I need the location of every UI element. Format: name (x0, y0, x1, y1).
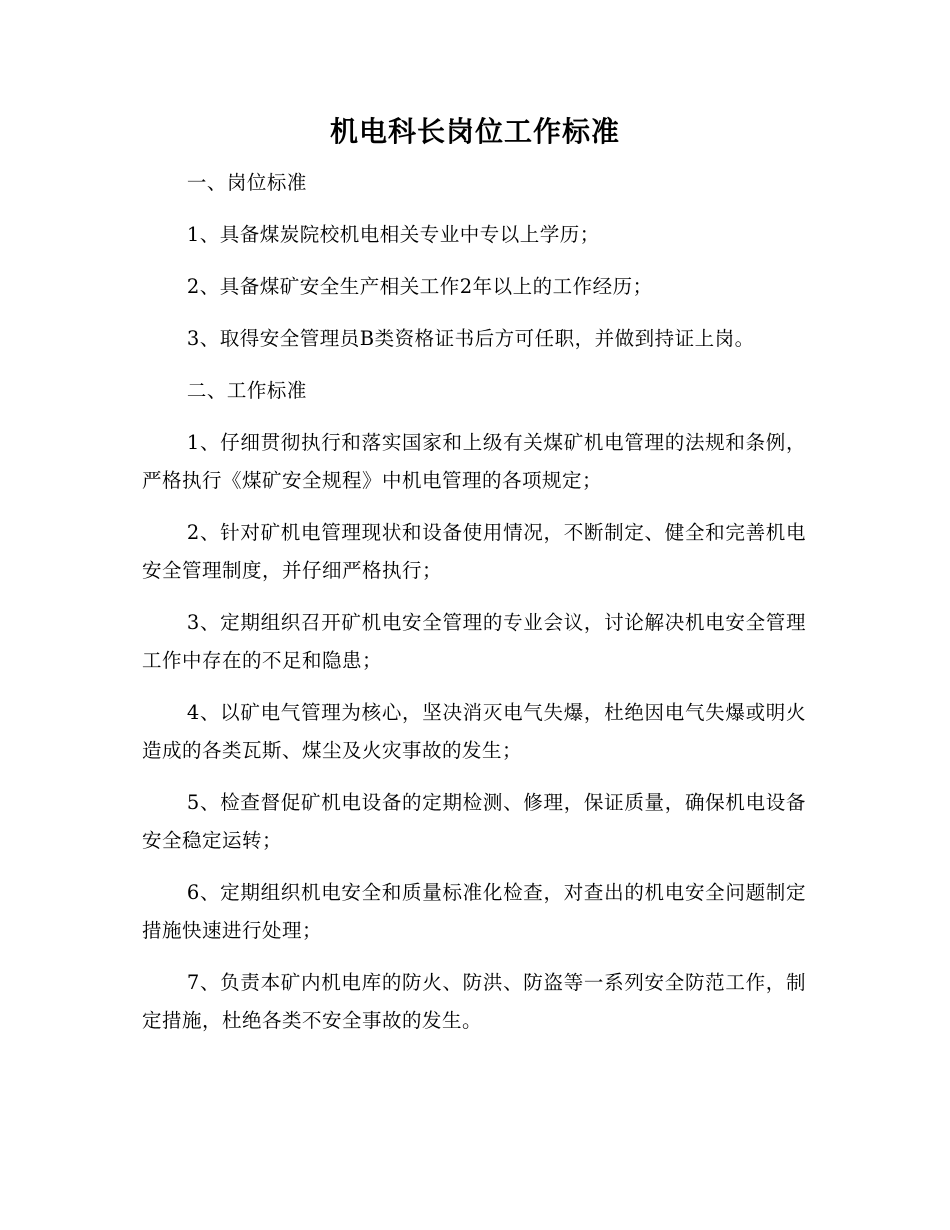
document-title: 机电科长岗位工作标准 (329, 115, 620, 148)
work-item-6: 6、定期组织机电安全和质量标准化检查，对查出的机电安全问题制定措施快速进行处理； (142, 881, 806, 942)
requirement-item-3: 3、取得安全管理员B类资格证书后方可任职，并做到持证上岗。 (186, 327, 755, 350)
section-heading-position-standard: 一、岗位标准 (186, 171, 307, 194)
work-item-4: 4、以矿电气管理为核心，坚决消灭电气失爆，杜绝因电气失爆或明火造成的各类瓦斯、煤尘及火灾事故的发生； (142, 701, 806, 762)
work-item-2: 2、针对矿机电管理现状和设备使用情况，不断制定、健全和完善机电安全管理制度，并仔细严格执行； (142, 521, 806, 582)
work-item-3: 3、定期组织召开矿机电安全管理的专业会议，讨论解决机电安全管理工作中存在的不足和隐患； (142, 611, 806, 672)
section-heading-work-standard: 二、工作标准 (186, 379, 307, 402)
work-item-1: 1、仔细贯彻执行和落实国家和上级有关煤矿机电管理的法规和条例，严格执行《煤矿安全规程》中机电管理的各项规定； (142, 431, 806, 492)
work-item-5: 5、检查督促矿机电设备的定期检测、修理，保证质量，确保机电设备安全稳定运转； (142, 791, 806, 852)
work-item-7: 7、负责本矿内机电库的防火、防洪、防盗等一系列安全防范工作，制定措施，杜绝各类不安全事故的发生。 (142, 971, 806, 1032)
requirement-item-1: 1、具备煤炭院校机电相关专业中专以上学历； (186, 223, 600, 246)
requirement-item-2: 2、具备煤矿安全生产相关工作2年以上的工作经历； (186, 275, 653, 298)
